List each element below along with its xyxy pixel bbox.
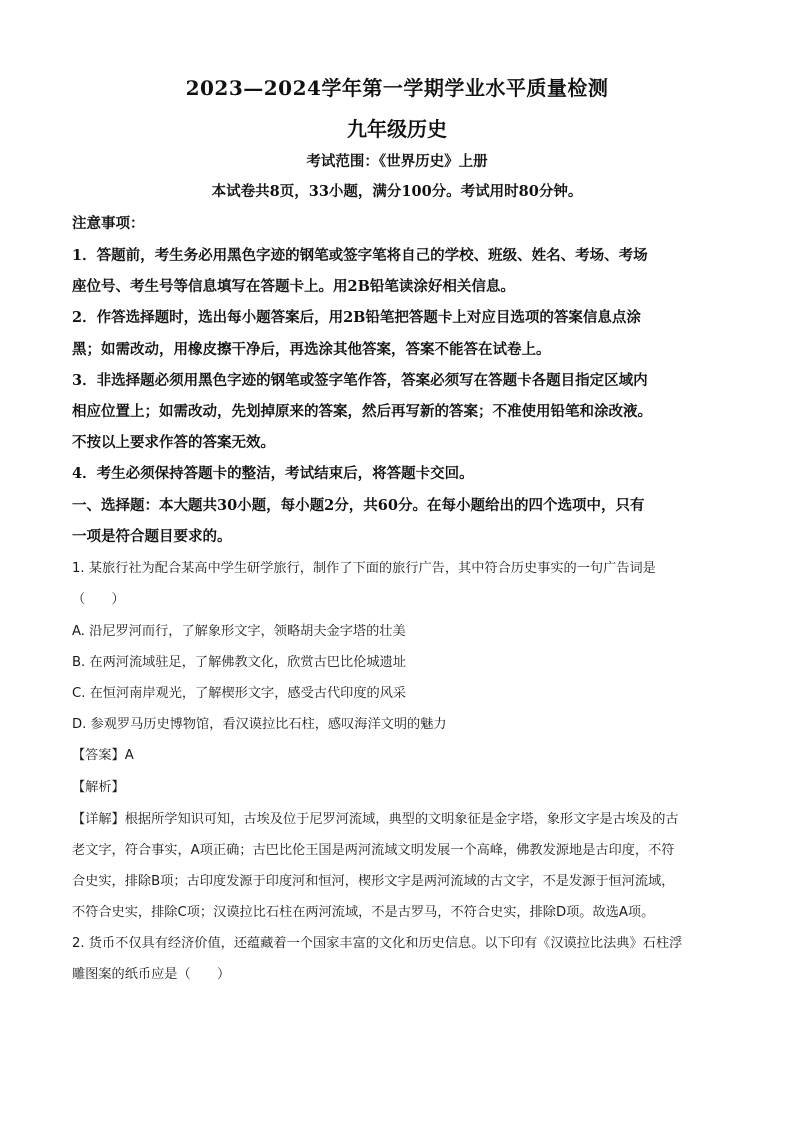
section-heading: 一、选择题：本大题共30小题，每小题2分，共60分。在每小题给出的四个选项中，只有 — [72, 497, 645, 514]
question-paren: （ ） — [72, 592, 125, 607]
notice-line: 座位号、考生号等信息填写在答题卡上。用2B铅笔读涂好相关信息。 — [72, 278, 515, 295]
question-stem: 2. 货币不仅具有经济价值，还蕴藏着一个国家丰富的文化和历史信息。以下印有《汉谟拉比法典》石柱浮 — [72, 936, 683, 951]
page-subtitle: 九年级历史 — [347, 117, 447, 141]
question-stem: 1. 某旅行社为配合某高中学生研学旅行，制作了下面的旅行广告，其中符合历史事实的一句广告词是 — [72, 561, 656, 576]
detail-line: 不符合史实，排除C项；汉谟拉比石柱在两河流域，不是古罗马，不符合史实，排除D项。故选A项。 — [72, 905, 655, 920]
detail-line: 老文字，符合事实，A项正确；古巴比伦王国是两河流域文明发展一个高峰，佛教发源地是古印度，不符 — [72, 843, 675, 858]
option-b: B. 在两河流域驻足，了解佛教文化，欣赏古巴比伦城遗址 — [72, 655, 406, 670]
analysis-label: 【解析】 — [72, 780, 125, 795]
notice-line: 相应位置上；如需改动，先划掉原来的答案，然后再写新的答案；不准使用铅笔和涂改液。 — [72, 403, 652, 420]
notice-line: 4．考生必须保持答题卡的整洁，考试结束后，将答题卡交回。 — [72, 465, 474, 482]
notice-line: 黑；如需改动，用橡皮擦干净后，再选涂其他答案，答案不能答在试卷上。 — [72, 341, 551, 358]
notice-line: 3．非选择题必须用黑色字迹的钢笔或签字笔作答，答案必须写在答题卡各题目指定区域内 — [72, 372, 648, 389]
section-heading: 一项是符合题目要求的。 — [72, 528, 232, 545]
exam-scope: 考试范围：《世界历史》上册 — [306, 153, 488, 170]
notice-line: 1．答题前，考生务必用黑色字迹的钢笔或签字笔将自己的学校、班级、姓名、考场、考场 — [72, 247, 648, 264]
detail-line: 合史实，排除B项；古印度发源于印度河和恒河，楔形文字是两河流域的古文字，不是发源于恒河流域， — [72, 874, 675, 889]
notice-line: 2．作答选择题时，选出每小题答案后，用2B铅笔把答题卡上对应目选项的答案信息点涂 — [72, 309, 641, 326]
notice-line: 不按以上要求作答的答案无效。 — [72, 434, 275, 451]
notice-heading: 注意事项： — [72, 215, 145, 232]
option-d: D. 参观罗马历史博物馆，看汉谟拉比石柱，感叹海洋文明的魅力 — [72, 717, 447, 732]
answer-label: 【答案】A — [72, 748, 134, 763]
exam-info: 本试卷共8页，33小题，满分100分。考试用时80分钟。 — [211, 183, 583, 200]
page-title: 2023—2024学年第一学期学业水平质量检测 — [185, 76, 609, 100]
option-a: A. 沿尼罗河而行，了解象形文字，领略胡夫金字塔的壮美 — [72, 624, 406, 639]
detail-line: 【详解】根据所学知识可知，古埃及位于尼罗河流域，典型的文明象征是金字塔，象形文字是古埃及的古 — [72, 812, 679, 827]
option-c: C. 在恒河南岸观光，了解楔形文字，感受古代印度的风采 — [72, 686, 407, 701]
question-stem: 雕图案的纸币应是（ ） — [72, 967, 231, 982]
